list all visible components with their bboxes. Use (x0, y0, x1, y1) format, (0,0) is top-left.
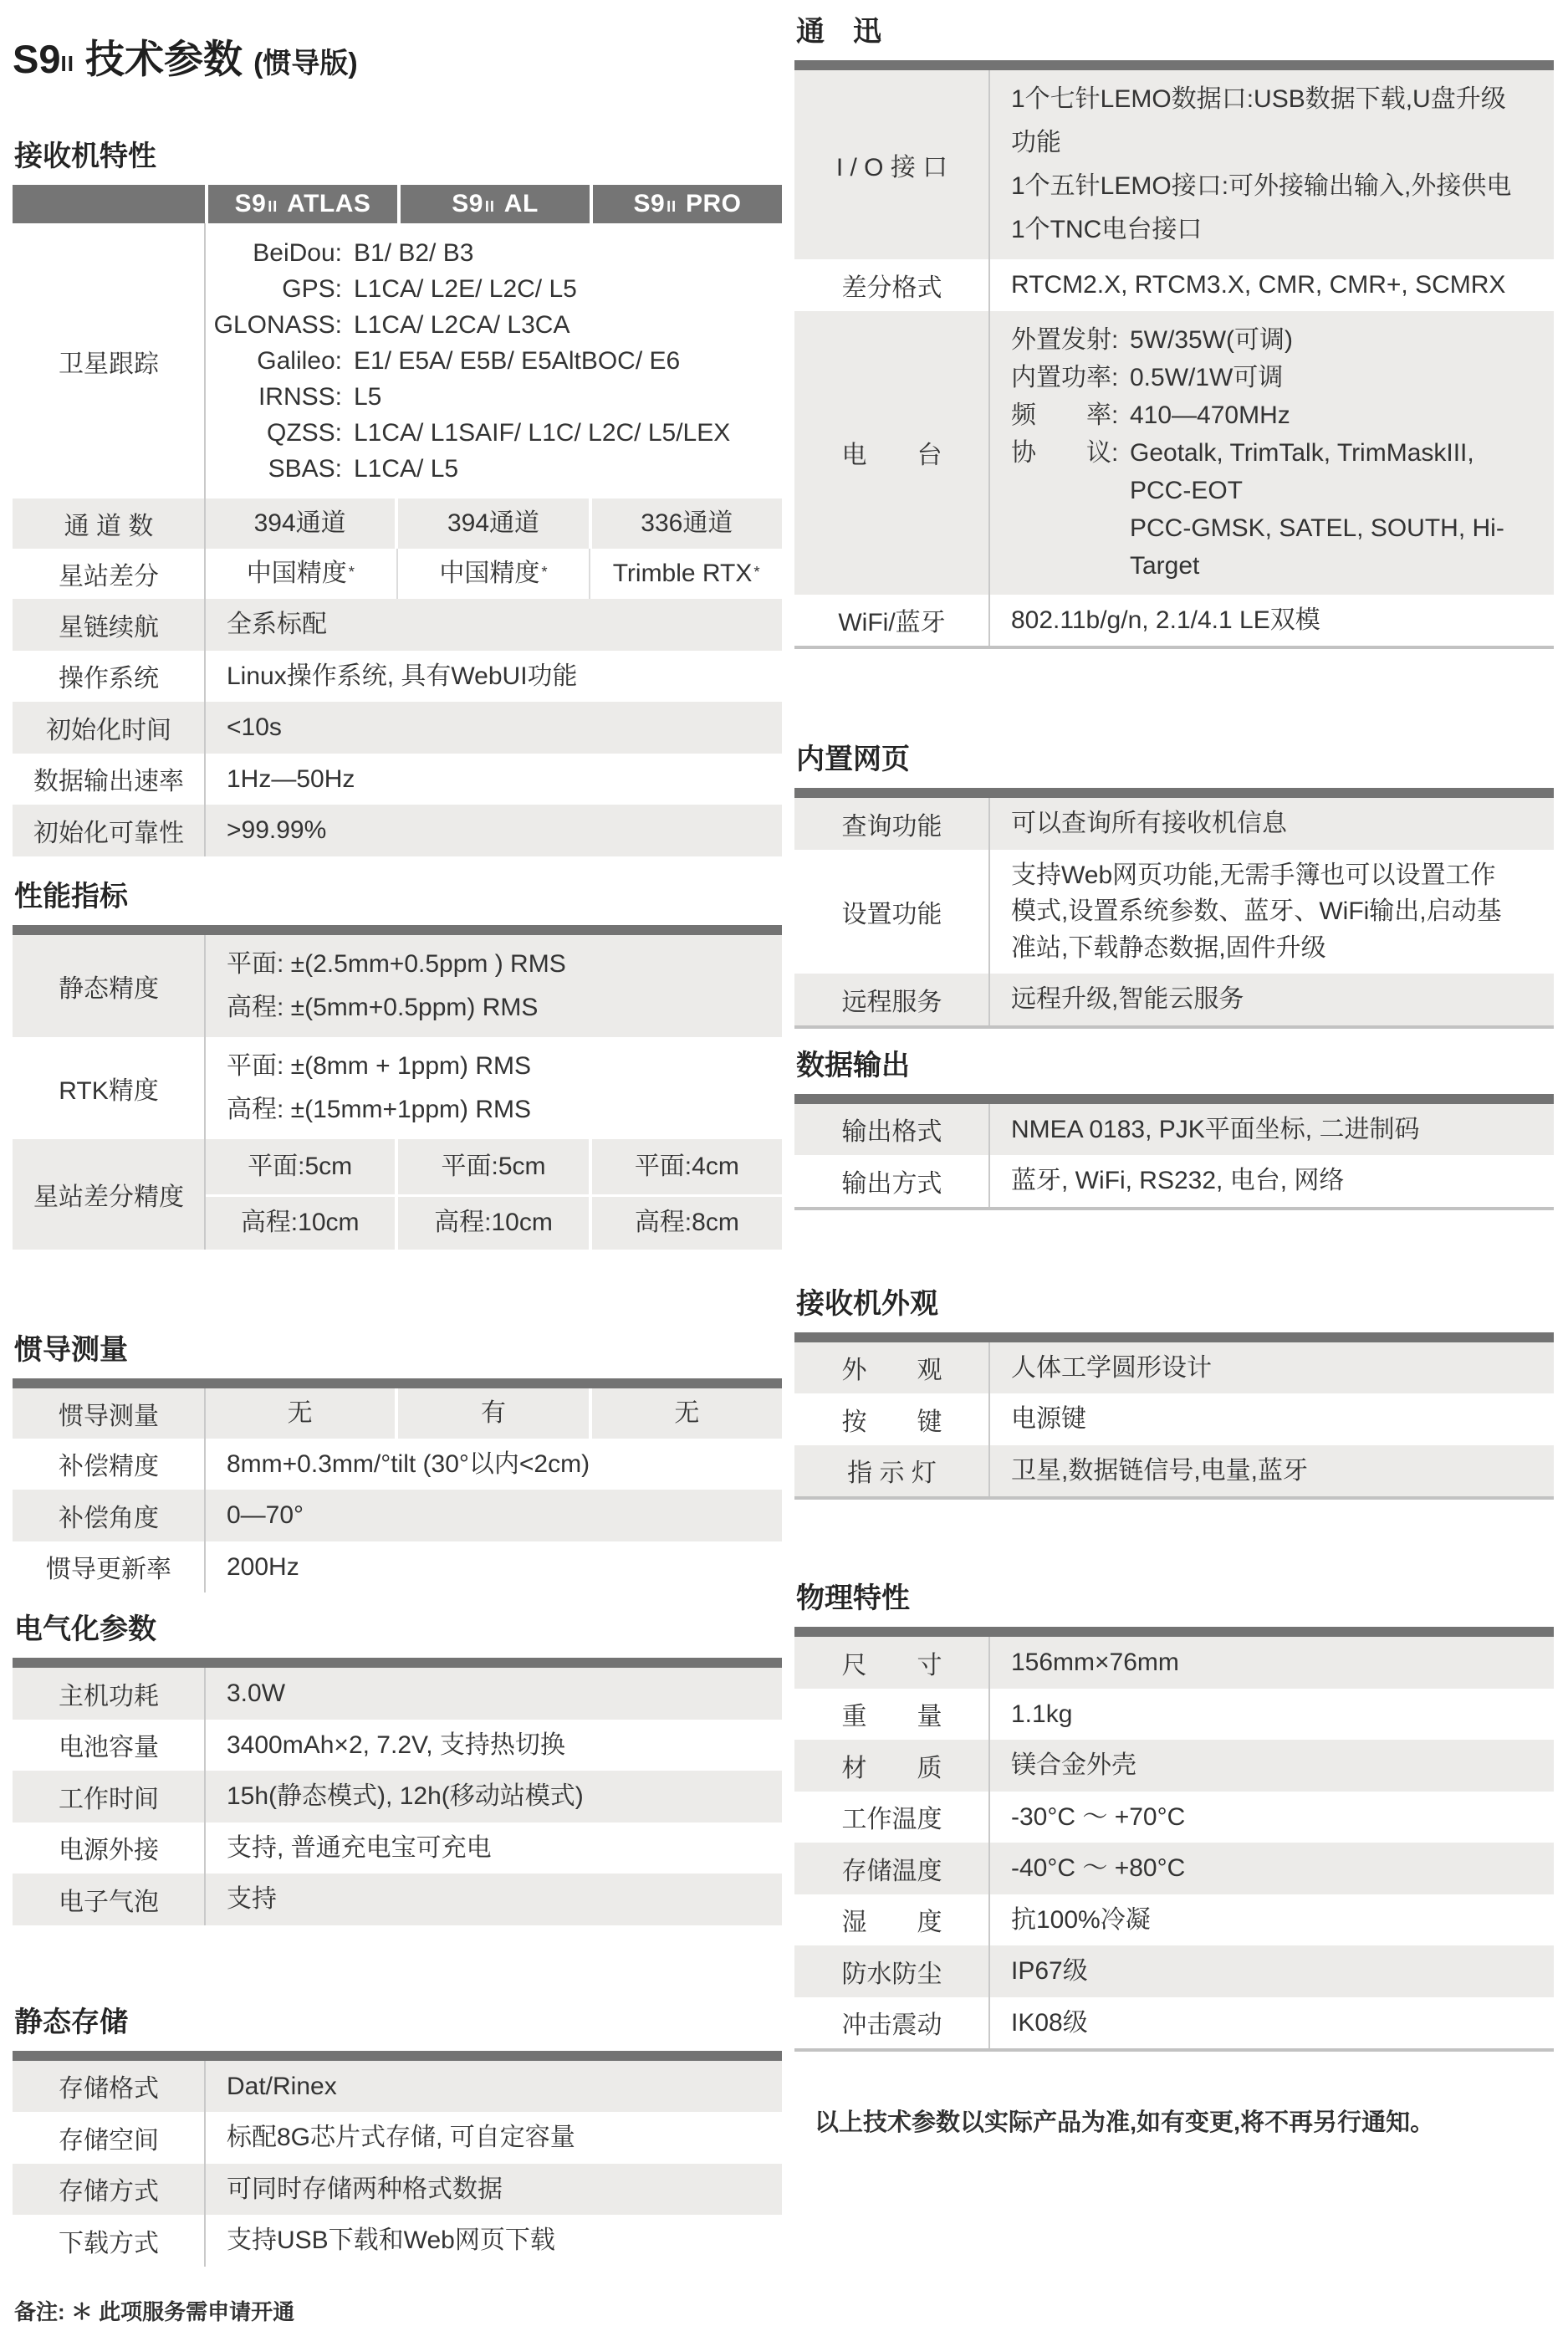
row-label: 按 键 (841, 1408, 942, 1436)
section-comm (794, 8, 1554, 649)
value-cell: 平面:5cm (248, 1152, 353, 1180)
value-cell: 中国精度 * (396, 549, 590, 599)
table-row (13, 2164, 782, 2216)
model-base: S9 (452, 190, 483, 217)
table-row (794, 1445, 1554, 1497)
title-suffix: (惯导版) (253, 48, 358, 79)
section-bar (13, 2051, 782, 2061)
header-empty-cell (13, 185, 205, 223)
row-label: 存储空间 (59, 2126, 159, 2155)
radio-line (1011, 509, 1520, 585)
tracking-line (205, 415, 774, 451)
system-bands: L1CA/ L2CA/ L3CA (354, 311, 570, 339)
radio-line (1011, 321, 1520, 359)
row-label: 通 道 数 (64, 513, 154, 540)
table-row (13, 805, 782, 856)
row-label: 补偿精度 (59, 1453, 159, 1481)
radio-line (1011, 359, 1520, 396)
table-row (13, 1139, 782, 1250)
radio-line (1011, 396, 1520, 434)
section-electrical (13, 1606, 782, 1925)
row-label: 外 观 (841, 1357, 942, 1385)
table-row (794, 311, 1554, 595)
row-label: 静态精度 (59, 974, 159, 1003)
column-divider (204, 1668, 206, 1925)
section-appearance (794, 1281, 1554, 1500)
system-bands: L1CA/ L2E/ L2C/ L5 (354, 275, 577, 303)
system-bands: B1/ B2/ B3 (354, 239, 474, 267)
table-row (794, 1689, 1554, 1741)
tracking-line (205, 235, 774, 271)
section-receiver (13, 133, 782, 856)
row-value: 卫星,数据链信号,电量,蓝牙 (1011, 1456, 1309, 1485)
row-label: 指 示 灯 (847, 1460, 937, 1488)
spec-table (794, 1332, 1554, 1500)
value-cell: 高程:8cm (589, 1197, 782, 1250)
row-value: IK08级 (1011, 2008, 1088, 2037)
table-row (794, 595, 1554, 647)
row-value (205, 1139, 782, 1250)
table-row (13, 935, 782, 1037)
system-name: GPS: (282, 275, 342, 303)
table-row (13, 2215, 782, 2267)
row-label: 输出方式 (841, 1169, 942, 1198)
model-header-al (397, 185, 590, 223)
table-row (794, 1155, 1554, 1207)
row-label: 星链续航 (59, 613, 159, 642)
cell-text: 中国精度 (246, 560, 347, 588)
section-bar (794, 788, 1554, 798)
table-row (13, 2112, 782, 2164)
row-label: 电池容量 (59, 1734, 159, 1762)
table-rows (794, 798, 1554, 1029)
row-value: 1Hz—50Hz (227, 764, 355, 793)
row-value: >99.99% (227, 816, 327, 844)
section-storage (13, 1999, 782, 2267)
row-label: 星站差分精度 (33, 1183, 184, 1211)
table-row (13, 1668, 782, 1720)
row-label: RTK精度 (59, 1076, 159, 1105)
row-label: 惯导测量 (59, 1402, 159, 1430)
row-value: 3.0W (227, 1679, 286, 1707)
grid-subrow (205, 1194, 782, 1250)
row-value: 802.11b/g/n, 2.1/4.1 LE双模 (1011, 606, 1320, 634)
column-divider (204, 935, 206, 1250)
row-label: 重 量 (841, 1703, 942, 1731)
section-heading: 接收机外观 (796, 1287, 938, 1320)
row-label: 湿 度 (841, 1909, 942, 1937)
section-bar (794, 1627, 1554, 1637)
section-dataout (794, 1042, 1554, 1210)
row-label: 查询功能 (841, 812, 942, 841)
system-name: QZSS: (266, 419, 342, 447)
section-heading: 通 迅 (796, 16, 881, 48)
spec-table (794, 60, 1554, 649)
table-rows (13, 1668, 782, 1925)
section-bar (794, 1332, 1554, 1342)
value-line: 平面: ±(2.5mm+0.5ppm ) RMS (227, 949, 566, 978)
row-label: 防水防尘 (841, 1960, 942, 1988)
section-bar (794, 1094, 1554, 1104)
row-label: 操作系统 (59, 665, 159, 693)
table-row (13, 1439, 782, 1490)
table-row (794, 974, 1554, 1025)
system-bands: L5 (354, 383, 382, 411)
section-heading: 性能指标 (14, 880, 128, 913)
table-row (794, 1792, 1554, 1843)
value-cell (205, 498, 395, 549)
section-physical (794, 1575, 1554, 2052)
model-sub: II (268, 197, 278, 215)
table-row (13, 1388, 782, 1439)
section-heading: 电气化参数 (14, 1613, 156, 1645)
table-rows (13, 1388, 782, 1593)
model-sub: II (667, 197, 677, 215)
table-header-row (13, 185, 782, 223)
section-ins (13, 1327, 782, 1593)
table-row (13, 223, 782, 498)
row-value: 全系标配 (227, 611, 327, 638)
table-row (13, 1490, 782, 1541)
row-value: 抗100%冷凝 (1011, 1905, 1151, 1934)
row-value: 支持, 普通充电宝可充电 (227, 1833, 492, 1862)
cell-text: 无 (287, 1398, 313, 1427)
right-sections (794, 8, 1554, 2052)
row-value: Linux操作系统, 具有WebUI功能 (227, 662, 578, 690)
section-heading: 内置网页 (796, 744, 910, 775)
row-value: IP67级 (1011, 1957, 1088, 1985)
table-row (13, 1874, 782, 1925)
row-value: 标配8G芯片式存储, 可自定容量 (227, 2124, 575, 2151)
value-cell (589, 1388, 782, 1439)
column-divider (988, 70, 990, 646)
system-name: GLONASS: (213, 311, 342, 339)
row-value (205, 1037, 782, 1139)
row-label: 工作温度 (841, 1806, 942, 1834)
value-cell (395, 498, 588, 549)
row-label: 初始化时间 (46, 716, 171, 744)
tracking-line (205, 343, 774, 379)
system-name: Galileo: (257, 347, 342, 375)
row-value: -30°C ～ +70°C (1011, 1802, 1186, 1831)
page-title (13, 28, 782, 84)
section-bar (13, 925, 782, 935)
spec-table (13, 925, 782, 1250)
radio-value: Geotalk, TrimTalk, TrimMaskIII, PCC-EOT (1130, 438, 1474, 504)
table-row (794, 259, 1554, 311)
radio-param: 内置功率: (1011, 363, 1119, 391)
value-cell: Trimble RTX * (589, 549, 782, 599)
spec-table (13, 1658, 782, 1925)
section-bar (13, 1658, 782, 1668)
model-base: S9 (633, 190, 666, 217)
spec-table (794, 788, 1554, 1029)
row-label: 星站差分 (59, 563, 159, 590)
row-value: 支持Web网页功能,无需手簿也可以设置工作模式,设置系统参数、蓝牙、WiFi输出,启动基准站,下载静态数据,固件升级 (1011, 861, 1502, 962)
spec-table (794, 1627, 1554, 2052)
section-heading: 接收机特性 (14, 141, 156, 172)
row-label: 电 台 (841, 442, 942, 469)
column-divider (204, 1388, 206, 1593)
value-line: 1个五针LEMO接口:可外接输出输入,外接供电 (1011, 172, 1512, 200)
section-heading: 物理特性 (796, 1582, 910, 1614)
grid-subrow (205, 1139, 782, 1194)
table-row (794, 1894, 1554, 1946)
radio-value: 0.5W/1W可调 (1130, 363, 1284, 391)
column-divider (988, 1342, 990, 1497)
row-value (989, 311, 1554, 595)
table-row (13, 702, 782, 754)
system-name: IRNSS: (258, 383, 342, 411)
row-value (989, 70, 1554, 259)
tracking-line (205, 379, 774, 415)
section-bar (13, 1378, 782, 1388)
value-cell (205, 1388, 395, 1439)
row-value: NMEA 0183, PJK平面坐标, 二进制码 (1011, 1115, 1420, 1143)
table-row (13, 1822, 782, 1874)
row-value: <10s (227, 713, 282, 741)
table-rows (13, 223, 782, 856)
row-value: 远程升级,智能云服务 (1011, 985, 1244, 1013)
footnote-remark: 备注: ＊ 此项服务需申请开通 (14, 2298, 295, 2324)
table-row (13, 2061, 782, 2113)
value-line: 平面: ±(8mm + 1ppm) RMS (227, 1051, 532, 1080)
table-row (13, 1720, 782, 1771)
row-value: 0—70° (227, 1501, 304, 1529)
row-value (205, 498, 782, 549)
cell-text: 无 (674, 1398, 700, 1427)
column-divider (988, 1637, 990, 2048)
row-value: 可同时存储两种格式数据 (227, 2175, 503, 2203)
system-bands: E1/ E5A/ E5B/ E5AltBOC/ E6 (354, 347, 681, 375)
spec-table (794, 1094, 1554, 1210)
value-line: 高程: ±(5mm+0.5ppm) RMS (227, 993, 539, 1021)
row-label: I / O 接 口 (835, 154, 948, 181)
row-value: 可以查询所有接收机信息 (1011, 810, 1287, 837)
section-webui (794, 736, 1554, 1029)
row-label: 电源外接 (59, 1837, 159, 1865)
table-row (794, 1740, 1554, 1792)
left-column (13, 0, 782, 2326)
table-rows (794, 1342, 1554, 1500)
value-cell: 平面:4cm (589, 1139, 782, 1194)
table-row (794, 70, 1554, 259)
row-label: 存储温度 (841, 1857, 942, 1885)
column-divider (988, 798, 990, 1025)
table-rows (13, 935, 782, 1250)
model-header-atlas (205, 185, 397, 223)
model-sub: II (484, 197, 495, 215)
table-row (794, 798, 1554, 850)
row-label: 初始化可靠性 (33, 819, 184, 847)
spec-table (13, 2051, 782, 2267)
row-label: 材 质 (841, 1754, 942, 1782)
table-row (794, 1945, 1554, 1997)
table-row (794, 1997, 1554, 2049)
table-row (794, 1843, 1554, 1894)
column-divider (988, 1104, 990, 1207)
tracking-line (205, 271, 774, 307)
row-label: 存储格式 (59, 2075, 159, 2104)
row-label: 下载方式 (59, 2229, 159, 2257)
title-text: 技术参数 (74, 37, 254, 81)
radio-value: PCC-GMSK, SATEL, SOUTH, Hi-Target (1130, 514, 1504, 580)
row-label: 尺 寸 (841, 1651, 942, 1679)
radio-param (1011, 509, 1130, 585)
right-column (794, 0, 1554, 2138)
row-label: 存储方式 (59, 2178, 159, 2206)
model-name: ATLAS (279, 190, 371, 217)
value-line: 1个TNC电台接口 (1011, 216, 1203, 243)
value-line: 高程: ±(15mm+1ppm) RMS (227, 1095, 532, 1123)
section-heading: 静态存储 (14, 2006, 128, 2038)
row-label: 冲击震动 (841, 2012, 942, 2040)
system-bands: L1CA/ L1SAIF/ L1C/ L2C/ L5/LEX (354, 419, 731, 447)
row-label: WiFi/蓝牙 (838, 609, 946, 637)
cell-text: 394通道 (447, 509, 540, 538)
row-value (205, 223, 782, 498)
title-model-sub: II (60, 51, 74, 76)
row-label: 工作时间 (59, 1785, 159, 1813)
row-label: 卫星跟踪 (59, 350, 159, 378)
radio-param: 协 议: (1011, 438, 1119, 467)
table-row (794, 850, 1554, 974)
row-value (205, 935, 782, 1037)
section-heading: 数据输出 (796, 1049, 910, 1081)
row-value: 蓝牙, WiFi, RS232, 电台, 网络 (1011, 1167, 1345, 1194)
table-row (794, 1637, 1554, 1689)
row-value: 人体工学圆形设计 (1011, 1353, 1212, 1382)
title-model: S9 (13, 37, 61, 81)
system-bands: L1CA/ L5 (354, 455, 459, 483)
row-value: 支持USB下载和Web网页下载 (227, 2226, 555, 2254)
row-value (205, 549, 782, 599)
model-name: PRO (678, 190, 742, 217)
table-row (13, 1037, 782, 1139)
row-value: 1.1kg (1011, 1700, 1073, 1728)
row-label: 数据输出速率 (33, 768, 184, 796)
table-row (794, 1342, 1554, 1394)
value-line: 1个七针LEMO数据口:USB数据下载,U盘升级功能 (1011, 85, 1506, 156)
row-label: 远程服务 (841, 988, 942, 1016)
value-cell: 中国精度 * (205, 549, 396, 599)
column-divider (204, 2061, 206, 2267)
row-value: Dat/Rinex (227, 2072, 337, 2100)
radio-param: 外置发射: (1011, 325, 1119, 354)
table-row (794, 1104, 1554, 1156)
model-name: AL (496, 190, 539, 217)
row-value: 8mm+0.3mm/°tilt (30°以内<2cm) (227, 1449, 590, 1478)
row-label: 电子气泡 (59, 1888, 159, 1916)
spec-table (13, 185, 782, 856)
table-rows (794, 1637, 1554, 2052)
row-label: 差分格式 (841, 273, 942, 302)
cell-text: Trimble RTX (612, 560, 753, 588)
row-value: -40°C ～ +80°C (1011, 1854, 1186, 1882)
row-value: RTCM2.X, RTCM3.X, CMR, CMR+, SCMRX (1011, 271, 1506, 299)
value-cell: 高程:10cm (240, 1209, 360, 1237)
table-row (13, 599, 782, 651)
cell-text: 中国精度 (439, 560, 540, 588)
row-label: 补偿角度 (59, 1504, 159, 1532)
table-row (13, 498, 782, 549)
row-value: 支持 (227, 1885, 277, 1913)
value-cell (395, 1388, 588, 1439)
row-value: 3400mAh×2, 7.2V, 支持热切换 (227, 1730, 565, 1759)
row-label: 输出格式 (841, 1118, 942, 1147)
table-row (13, 1771, 782, 1822)
value-cell (589, 498, 782, 549)
radio-value: 410—470MHz (1130, 401, 1290, 429)
table-rows (13, 2061, 782, 2267)
row-label: 惯导更新率 (46, 1556, 171, 1584)
left-sections (13, 133, 782, 2267)
model-base: S9 (234, 190, 267, 217)
cell-text: 336通道 (641, 509, 733, 538)
value-cell: 高程:10cm (395, 1197, 588, 1250)
row-value: 镁合金外壳 (1011, 1751, 1136, 1779)
table-row (13, 549, 782, 599)
row-label: 主机功耗 (59, 1682, 159, 1710)
row-label: 设置功能 (841, 900, 942, 928)
spec-table (13, 1378, 782, 1593)
model-header-pro (590, 185, 782, 223)
disclaimer-note: 以上技术参数以实际产品为准,如有变更,将不再另行通知。 (815, 2109, 1435, 2136)
radio-param: 频 率: (1011, 401, 1119, 429)
row-value: 电源键 (1011, 1405, 1086, 1433)
section-bar (794, 60, 1554, 70)
system-name: SBAS: (268, 455, 342, 483)
cell-text: 有 (480, 1398, 506, 1427)
row-value: 200Hz (227, 1552, 299, 1581)
radio-line (1011, 434, 1520, 509)
section-performance (13, 873, 782, 1250)
system-name: BeiDou: (253, 239, 342, 267)
table-row (13, 1541, 782, 1593)
cell-text: 394通道 (253, 509, 346, 538)
radio-value: 5W/35W(可调) (1130, 325, 1293, 354)
column-divider (204, 223, 206, 856)
table-row (794, 1393, 1554, 1445)
table-rows (794, 70, 1554, 649)
table-row (13, 754, 782, 805)
tracking-line (205, 451, 774, 487)
row-value (205, 1388, 782, 1439)
tracking-line (205, 307, 774, 343)
row-value: 15h(静态模式), 12h(移动站模式) (227, 1782, 584, 1810)
row-value: 156mm×76mm (1011, 1649, 1179, 1676)
value-cell: 平面:5cm (395, 1139, 588, 1194)
table-row (13, 651, 782, 703)
table-rows (794, 1104, 1554, 1210)
section-heading: 惯导测量 (14, 1333, 128, 1366)
